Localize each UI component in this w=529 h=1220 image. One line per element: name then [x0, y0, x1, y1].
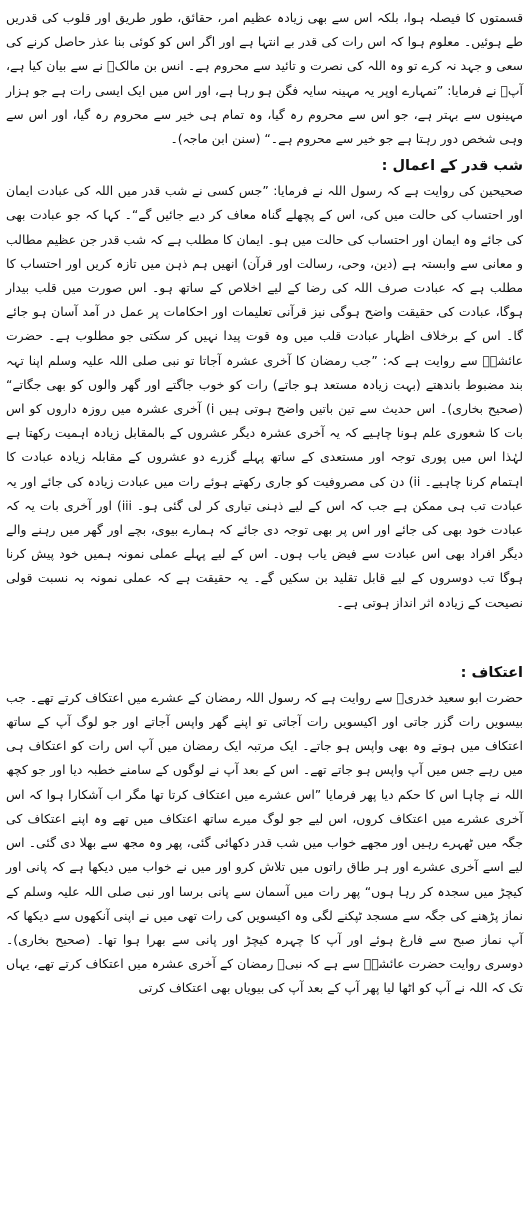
shab-e-qadr-paragraph: صحیحین کی روایت ہے کہ رسول اللہ نے فرمایا: ”جس کسی نے شب قدر میں اللہ کی عبادت ایمان اور احتساب کی حالت میں کی، اس کے پچھلے گناہ معاف کر دیے جائیں گے“۔ کہا کہ جو عبادت بھی کی جائے وہ ایمان اور احتساب کی حالت میں ہو۔ ایمان کا مطلب ہے کہ شب قدر جن عظیم مطالب و معانی سے وابستہ ہے (دین، وحی، رسالت اور قرآن) انھیں ہم ذہن میں تازہ کریں اور احتساب کا مطلب ہے کہ عبادت صرف اللہ کی رضا کے لیے اخلاص کے ساتھ ہو۔ اس صورت میں قلب بیدار ہوگا، عبادت کی حقیقت واضح ہوگی نیز قرآنی تعلیمات اور احکامات پر عمل در آمد آسان ہو جائے گا۔ اس کے برخلاف اظہار عبادت قلب میں وہ قوت پیدا نہیں کر سکتی جو مطلوب ہے۔ حضرت عائشہؓ سے روایت ہے کہ: ”جب رمضان کا آخری عشرہ آجاتا تو نبی صلی اللہ علیہ وسلم اپنا تہہ بند مضبوط باندھتے (بہت زیادہ مستعد ہو جاتے) رات کو خوب جاگتے اور گھر والوں کو بھی جگاتے“ (صحیح بخاری)۔ اس حدیث سے تین باتیں واضح ہوتی ہیں i) آخری عشرہ میں روزہ داروں کو اس بات کا شعوری علم ہونا چاہیے کہ یہ آخری عشرہ دیگر عشروں کے بالمقابل زیادہ اہمیت رکھتا ہے لہٰذا اس میں پوری توجہ اور مستعدی کے ساتھ پہلے گزرے دو عشروں کے مقابلہ زیادہ عبادت کا اہتمام کرنا چاہیے۔ ii) دن کی مصروفیت کو جاری رکھتے ہوئے رات میں عبادت زیادہ کی جائے اور یہ عبادت تب ہی ممکن ہے جب کہ اس کے لیے ذہنی تیاری کر لی گئی ہو۔ iii) اور آخری بات یہ کہ عبادت خود بھی کی جائے اور اس پر بھی توجہ دی جائے کہ ہمارے بیوی، بچے اور گھر میں رہنے والے دیگر افراد بھی اس عبادت سے فیض یاب ہوں۔ اس کے لیے پہلے عملی نمونہ ہمیں خود پیش کرنا ہوگا تب دوسروں کے لیے قابل تقلید بن سکیں گے۔ یہ حقیقت ہے کہ عملی نمونہ بہ نسبت قولی نصیحت کے زیادہ اثر انداز ہوتی ہے۔	[6, 183, 523, 610]
itikaf-paragraph: حضرت ابو سعید خدریؓ سے روایت ہے کہ رسول اللہ رمضان کے عشرے میں اعتکاف کرتے تھے۔ جب بیسویں رات گزر جاتی اور اکیسویں رات آجاتی تو اپنے گھر واپس آجاتے اور جو لوگ آپ کے ساتھ اعتکاف میں ہوتے وہ بھی واپس ہو جاتے۔ ایک مرتبہ ایک رمضان میں آپ اس رات کو اعتکاف ہی میں رہے جس میں آپ واپس ہو جاتے تھے۔ اس کے بعد آپ نے لوگوں کے سامنے خطبہ دیا اور جو کچھ اللہ نے چاہا اس کا حکم دیا پھر فرمایا ”اس عشرے میں اعتکاف کرتا تھا مگر اب آشکارا ہوا کہ اس آخری عشرے میں اعتکاف کروں، اس لیے جو لوگ میرے ساتھ اعتکاف میں تھے وہ اپنے اعتکاف کی جگہ میں ٹھہرے رہیں اور مجھے خواب میں شب قدر دکھائی گئی، پھر وہ مجھ سے بھلا دی گئی۔ اس لیے اسے آخری عشرے اور ہر طاق راتوں میں تلاش کرو اور میں نے خواب میں دیکھا ہے کہ پانی اور کیچڑ میں سجدہ کر رہا ہوں“ پھر رات میں آسمان سے پانی برسا اور نبی صلی اللہ علیہ وسلم کے نماز پڑھنے کی جگہ سے مسجد ٹپکنے لگی وہ اکیسویں کی رات تھی میں نے اپنی آنکھوں سے دیکھا کہ آپ نماز صبح سے فارغ ہوئے اور آپ کا چہرہ کیچڑ اور پانی سے بھرا ہوا تھا۔ (صحیح بخاری)۔ دوسری روایت حضرت عائشہؓ سے ہے کہ نبیؐ رمضان کے آخری عشرہ میں اعتکاف کرتے تھے، یہاں تک کہ اللہ نے آپ کو اٹھا لیا پھر آپ کے بعد آپ کی بیویاں بھی اعتکاف کرتی	[6, 689, 523, 996]
itikaf-heading: اعتکاف :	[460, 664, 523, 681]
intro-paragraph: قسمتوں کا فیصلہ ہوا، بلکہ اس سے بھی زیادہ عظیم امر، حقائق، طور طریق اور قلوب کی قدریں طے ہوئیں۔ معلوم ہوا کہ اس رات کی قدر بے انتہا ہے اور اگر اس کو کوئی بنا عذر حاصل کرنے کی سعی و جہد نہ کرے تو وہ اللہ کی نصرت و تائید سے محروم ہے۔ انس بن مالکؓ نے سے بیان کیا ہے، آپؐ نے فرمایا: ”تمہارے اوپر یہ مہینہ سایہ فگن ہو رہا ہے، اور اس میں ایک ایسی رات ہے جو ہزار مہینوں سے بہتر ہے، جو اس سے محروم رہ گیا، وہ تمام ہی خیر سے محروم رہ گیا، اور اس سے وہی شخص دور رہتا ہے جو خیر سے محروم ہے۔“ (سنن ابن ماجہ)۔	[6, 10, 523, 147]
shab-e-qadr-heading: شب قدر کے اعمال :	[381, 158, 523, 175]
